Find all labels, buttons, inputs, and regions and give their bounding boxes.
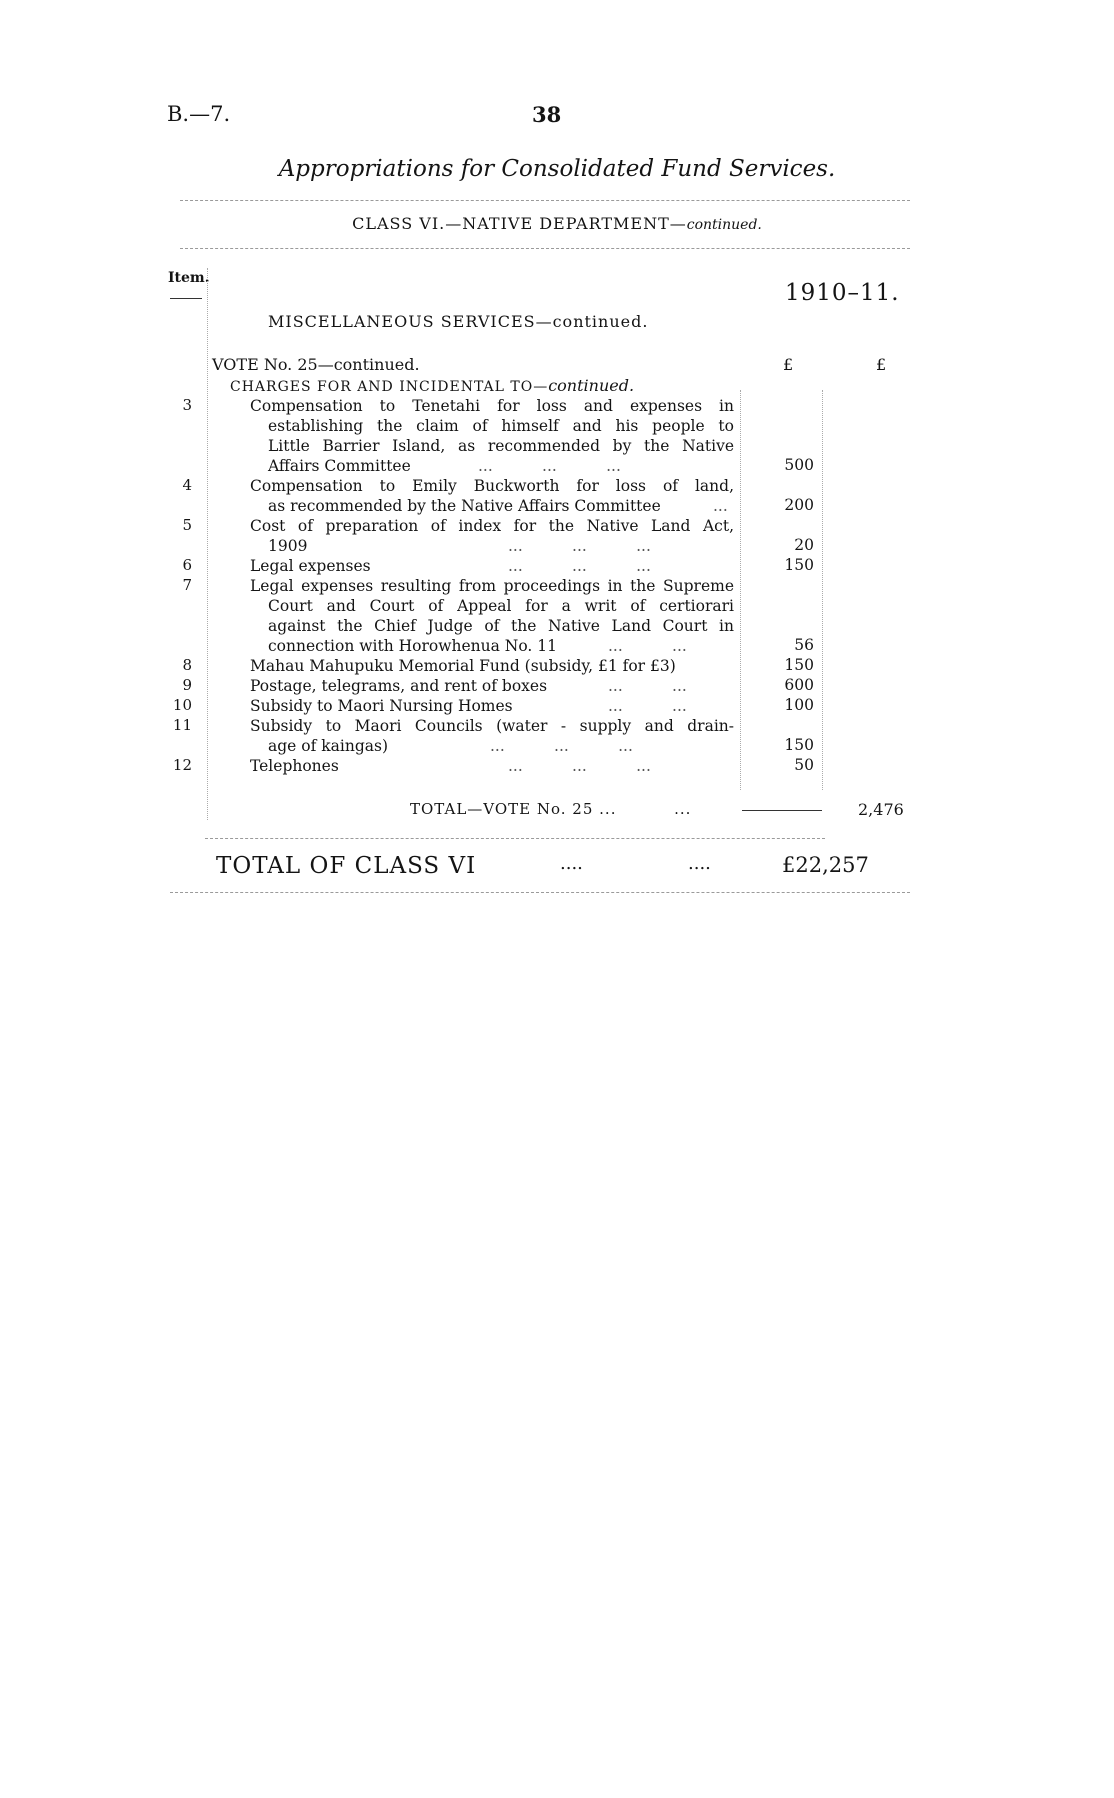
item-text-line bbox=[250, 756, 734, 776]
item-amount: 100 bbox=[784, 696, 814, 714]
item-number: 9 bbox=[182, 676, 192, 694]
item-number: 3 bbox=[182, 396, 192, 414]
item-text: as recommended by the Native Affairs Committee bbox=[268, 497, 661, 515]
item-text-line bbox=[250, 676, 734, 696]
class-total-amount: £22,257 bbox=[782, 853, 869, 877]
item-text-line bbox=[268, 636, 734, 656]
item-number: 10 bbox=[172, 696, 192, 714]
item-text: Mahau Mahupuku Memorial Fund (subsidy, £1 for £3) bbox=[250, 657, 676, 675]
vote-total-label: TOTAL—VOTE No. 25 ... ... bbox=[410, 800, 692, 818]
item-header-underline bbox=[170, 298, 202, 299]
item-text: Postage, telegrams, and rent of boxes bbox=[250, 677, 548, 695]
item-text: age of kaingas) bbox=[268, 737, 388, 755]
item-text-line: Compensation to Tenetahi for loss and expenses in bbox=[250, 397, 734, 415]
class-total-dots: .... bbox=[688, 853, 711, 874]
class-title-suffix: continued. bbox=[686, 217, 762, 233]
item-number: 5 bbox=[182, 516, 192, 534]
item-text-line bbox=[250, 696, 734, 716]
page-title: Appropriations for Consolidated Fund Services. bbox=[278, 156, 836, 182]
item-leader-dots: ... ... ... bbox=[478, 457, 621, 475]
item-leader-dots: ... ... ... bbox=[508, 557, 651, 575]
item-leader-dots: ... ... bbox=[608, 697, 687, 715]
item-amount: 150 bbox=[784, 736, 814, 754]
item-number: 8 bbox=[182, 656, 192, 674]
item-amount: 150 bbox=[784, 556, 814, 574]
item-leader-dots: ... ... bbox=[608, 637, 687, 655]
section-heading: MISCELLANEOUS SERVICES—continued. bbox=[268, 312, 649, 331]
item-text-line: Court and Court of Appeal for a writ of certiorari bbox=[268, 597, 734, 615]
class-total-label: TOTAL OF CLASS VI bbox=[216, 853, 477, 879]
item-text-line: Compensation to Emily Buckworth for loss of land, bbox=[250, 477, 734, 495]
item-column-rule bbox=[207, 268, 208, 820]
item-amount: 20 bbox=[794, 536, 814, 554]
vote-title: VOTE No. 25—continued. bbox=[212, 355, 420, 374]
divider-top bbox=[180, 200, 910, 201]
item-text-line bbox=[268, 456, 734, 476]
total-column-rule bbox=[822, 390, 823, 790]
item-text-line: against the Chief Judge of the Native Land Court in bbox=[268, 617, 734, 635]
class-title-text: CLASS VI.—NATIVE DEPARTMENT— bbox=[352, 214, 687, 233]
item-text-line: Legal expenses resulting from proceedings in the Supreme bbox=[250, 577, 734, 595]
item-text: 1909 bbox=[268, 537, 308, 555]
item-amount: 500 bbox=[784, 456, 814, 474]
item-text: connection with Horowhenua No. 11 bbox=[268, 637, 557, 655]
item-leader-dots: ... bbox=[713, 497, 728, 515]
item-amount: 150 bbox=[784, 656, 814, 674]
item-leader-dots: ... ... ... bbox=[490, 737, 633, 755]
page-number: 38 bbox=[532, 102, 562, 127]
pound-sign-items: £ bbox=[783, 355, 794, 374]
item-leader-dots: ... ... ... bbox=[508, 537, 651, 555]
item-text-line bbox=[250, 656, 734, 676]
sum-rule bbox=[742, 810, 822, 811]
item-number: 7 bbox=[182, 576, 192, 594]
class-title bbox=[0, 214, 1114, 233]
item-text: Subsidy to Maori Nursing Homes bbox=[250, 697, 513, 715]
item-leader-dots: ... ... ... bbox=[508, 757, 651, 775]
item-text-line: Subsidy to Maori Councils (water - supply and drain- bbox=[250, 717, 734, 735]
item-text-line bbox=[250, 556, 734, 576]
item-number: 12 bbox=[172, 756, 192, 774]
item-text-line bbox=[268, 736, 734, 756]
charges-heading-suffix: continued. bbox=[548, 376, 635, 395]
divider-bottom bbox=[170, 892, 910, 893]
amount-column-rule bbox=[740, 390, 741, 790]
pound-sign-totals: £ bbox=[876, 355, 887, 374]
vote-total-amount: 2,476 bbox=[858, 800, 904, 819]
item-number: 4 bbox=[182, 476, 192, 494]
item-number: 6 bbox=[182, 556, 192, 574]
item-text: Legal expenses bbox=[250, 557, 371, 575]
item-amount: 600 bbox=[784, 676, 814, 694]
item-leader-dots: ... ... bbox=[608, 677, 687, 695]
item-text-line: Cost of preparation of index for the Native Land Act, bbox=[250, 517, 734, 535]
item-text-line bbox=[268, 536, 734, 556]
item-number: 11 bbox=[172, 716, 192, 734]
divider-totals bbox=[205, 838, 825, 839]
class-total-dots: .... bbox=[560, 853, 583, 874]
year-column-header: 1910–11. bbox=[785, 280, 900, 306]
item-text: Telephones bbox=[250, 757, 339, 775]
item-amount: 200 bbox=[784, 496, 814, 514]
charges-heading bbox=[230, 376, 634, 395]
charges-heading-text: CHARGES FOR AND INCIDENTAL TO— bbox=[230, 379, 549, 395]
item-text-line: establishing the claim of himself and his people to bbox=[268, 417, 734, 435]
item-amount: 50 bbox=[794, 756, 814, 774]
item-text-line bbox=[268, 496, 734, 516]
item-text-line: Little Barrier Island, as recommended by the Native bbox=[268, 437, 734, 455]
divider-class bbox=[180, 248, 910, 249]
item-text: Affairs Committee bbox=[268, 457, 411, 475]
item-column-header: Item. bbox=[168, 270, 210, 286]
page-reference: B.—7. bbox=[167, 102, 231, 126]
item-amount: 56 bbox=[794, 636, 814, 654]
